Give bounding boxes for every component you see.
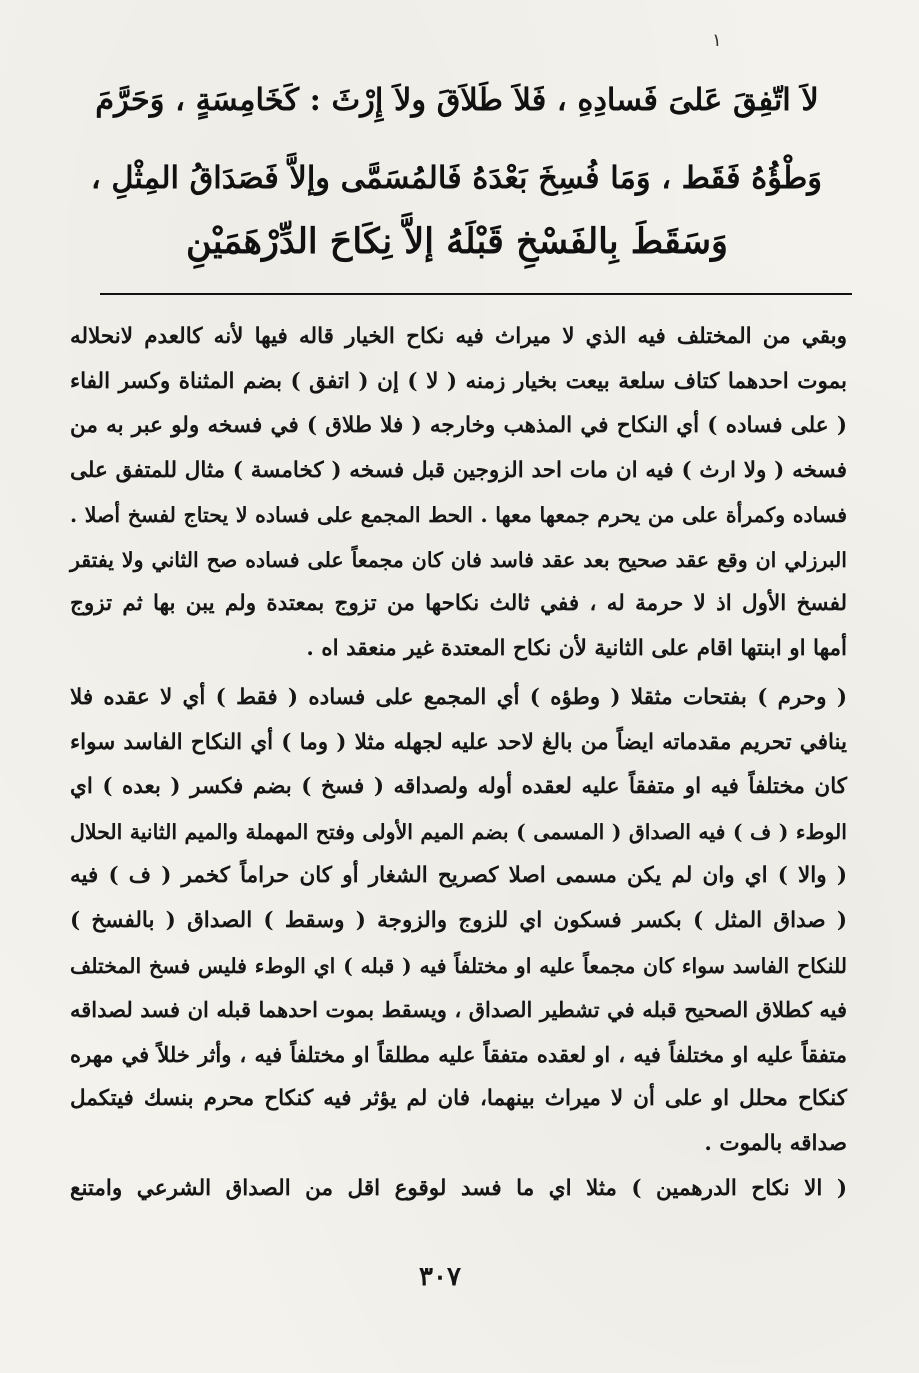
commentary-line: البرزلي ان وقع عقد صحيح بعد عقد فاسد فان كان مجمعاً على فساده صح الثاني ولا يفتقر [70,548,847,572]
commentary-line: للنكاح الفاسد سواء كان مجمعاً عليه او مختلفاً فيه ( قبله ) اي الوطء فليس فسخ المختلف [70,954,847,978]
commentary-line: ( صداق المثل ) بكسر فسكون اي للزوج والزوجة ( وسقط ) الصداق ( بالفسخ ) [70,908,847,933]
separator-rule [100,293,852,295]
commentary-line: ( وحرم ) بفتحات مثقلا ( وطؤه ) أي المجمع على فساده ( فقط ) أي لا عقده فلا [70,685,847,710]
commentary-line: فسخه ( ولا ارث ) فيه ان مات احد الزوجين قبل فسخه ( كخامسة ) مثال للمتفق على [70,458,847,483]
commentary-line: ( على فساده ) أي النكاح في المذهب وخارجه ( فلا طلاق ) في فسخه ولو عبر به من [70,413,847,438]
matn-line-1: لاَ اتّفِقَ عَلىَ فَسادِهِ ، فَلاَ طَلاَقَ ولاَ إِرْثَ : كَخَامِسَةٍ ، وَحَرَّمَ [95,82,819,118]
commentary-line: بموت احدهما كتاف سلعة بيعت بخيار زمنه ( لا ) إن ( اتفق ) بضم المثناة وكسر الفاء [70,369,847,394]
commentary-line: ينافي تحريم مقدماته ايضاً من بالغ لاحد عليه لجهله مثلا ( وما ) أي النكاح الفاسد سواء [70,730,847,755]
commentary-line: ( والا ) اي وان لم يكن مسمى اصلا كصريح الشغار أو كان حراماً كخمر ( ف ) فيه [70,863,847,888]
commentary-line: ( الا نكاح الدرهمين ) مثلا اي ما فسد لوقوع اقل من الصداق الشرعي وامتنع [70,1176,847,1201]
matn-line-3: وَسَقَطَ بِالفَسْخِ قَبْلَهُ إلاَّ نِكَاحَ الدِّرْهَمَيْنِ [186,221,728,262]
commentary-line: أمها او ابنتها اقام على الثانية لأن نكاح المعتدة غير منعقد اه . [306,636,847,661]
commentary-line: فيه كطلاق الصحيح قبله في تشطير الصداق ، ويسقط بموت احدهما قبله ان فسد لصداقه [70,997,847,1022]
commentary-line: لفسخ الأول اذ لا حرمة له ، ففي ثالث نكاحها من تزوج بمعتدة ولم يبن بها ثم تزوج [70,591,847,616]
commentary-line: متفقاً عليه او مختلفاً فيه ، او لعقده متفقاً عليه مطلقاً او مختلفاً فيه ، وأثر خللاً في مهره [70,1042,847,1067]
commentary-line: كنكاح محلل او على أن لا ميراث بينهما، فان لم يؤثر فيه كنكاح محرم بنسك فيتكمل [70,1086,847,1111]
commentary-line: وبقي من المختلف فيه الذي لا ميراث فيه نكاح الخيار قاله فيها لأنه كالعدم لانحلاله [70,324,847,349]
commentary-line: الوطء ( ف ) فيه الصداق ( المسمى ) بضم الميم الأولى وفتح المهملة والميم الثانية الحلال [70,820,847,844]
commentary-line: صداقه بالموت . [704,1131,847,1156]
page-number: ٣٠٧ [419,1262,461,1292]
matn-line-2: وَطْؤُهُ فَقَط ، وَمَا فُسِخَ بَعْدَهُ فَالمُسَمَّى وإلاَّ فَصَدَاقُ المِثْلِ ، [90,160,822,196]
commentary-line: كان مختلفاً فيه او متفقاً عليه لعقده أوله ولصداقه ( فسخ ) بضم فكسر ( بعده ) اي [70,774,847,799]
commentary-line: فساده وكمرأة على من يحرم جمعها معها . الحط المجمع على فساده لا يحتاج لفسخ أصلا . [70,503,847,527]
corner-mark: ١ [712,30,722,51]
